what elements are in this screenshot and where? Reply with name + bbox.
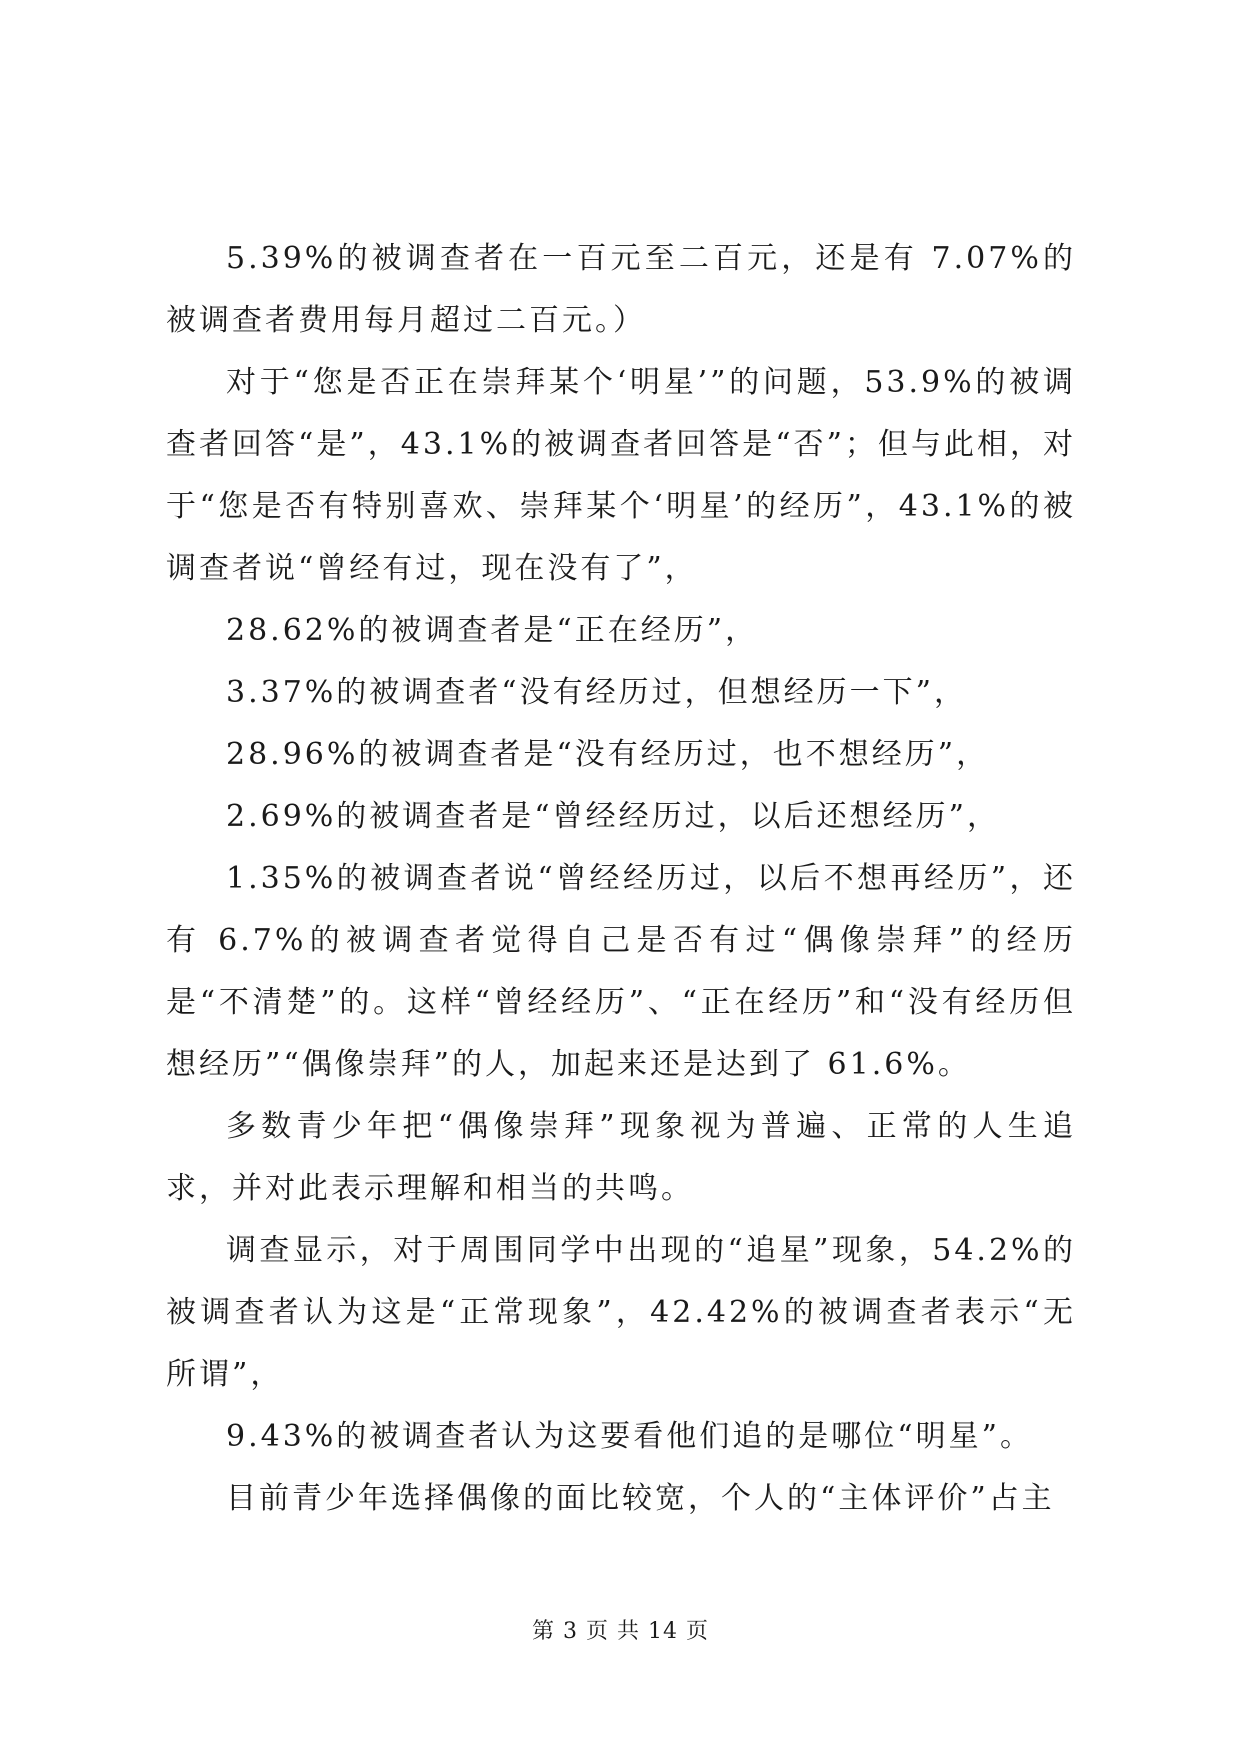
paragraph: 对于“您是否正在崇拜某个‘明星’”的问题，53.9%的被调查者回答“是”，43.1%的被调查者回答是“否”；但与此相，对于“您是否有特别喜欢、崇拜某个‘明星’的经历”，43.1%的被调查者说“曾经有过，现在没有了”， [166,365,1076,586]
paragraph: 3.37%的被调查者“没有经历过，但想经历一下”， [226,675,967,710]
page-footer: 第 3 页 共 14 页 [532,1619,709,1644]
paragraph: 5.39%的被调查者在一百元至二百元，还是有 7.07%的被调查者费用每月超过二百元。） [166,241,1076,338]
paragraph: 1.35%的被调查者说“曾经经历过，以后不想再经历”，还有 6.7%的被调查者觉得自己是否有过“偶像崇拜”的经历是“不清楚”的。这样“曾经经历”、“正在经历”和“没有经历但想经历”“偶像崇拜”的人，加起来还是达到了 61.6%。 [166,861,1076,1082]
paragraph: 调查显示，对于周围同学中出现的“追星”现象，54.2%的被调查者认为这是“正常现象”，42.42%的被调查者表示“无所谓”， [166,1233,1076,1392]
paragraph: 28.96%的被调查者是“没有经历过，也不想经历”， [226,737,990,772]
paragraph: 28.62%的被调查者是“正在经历”， [226,613,759,648]
paragraph: 多数青少年把“偶像崇拜”现象视为普遍、正常的人生追求，并对此表示理解和相当的共鸣。 [166,1109,1076,1206]
paragraph: 2.69%的被调查者是“曾经经历过，以后还想经历”， [226,799,1000,834]
body-text [166,228,1076,1530]
paragraph: 目前青少年选择偶像的面比较宽，个人的“主体评价”占主 [226,1481,1055,1516]
paragraph: 9.43%的被调查者认为这要看他们追的是哪位“明星”。 [226,1419,1033,1454]
